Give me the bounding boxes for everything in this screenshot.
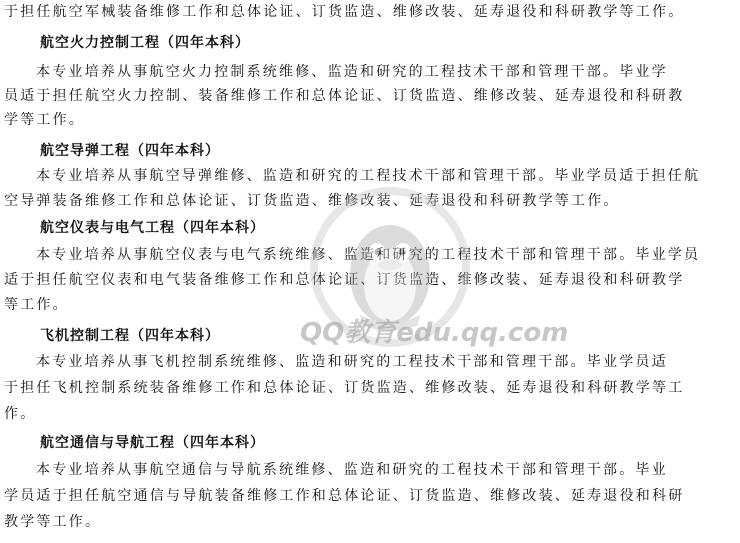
paragraph-line: 员适于担任航空火力控制、装备维修工作和总体论证、订货监造、维修改装、延寿退役和科研教 <box>4 88 685 104</box>
paragraph-line: 本专业培养从事航空火力控制系统维修、监造和研究的工程技术干部和管理干部。毕业学 <box>36 64 668 80</box>
section-heading: 飞机控制工程（四年本科） <box>40 328 220 344</box>
paragraph-line: 本专业培养从事航空仪表与电气系统维修、监造和研究的工程技术干部和管理干部。毕业学员 <box>36 247 701 263</box>
paragraph-line: 本专业培养从事航空导弹维修、监造和研究的工程技术干部和管理干部。毕业学员适于担任航 <box>36 168 701 184</box>
paragraph-line: 等工作。 <box>4 297 69 313</box>
paragraph-line: 于担任飞机控制系统装备维修工作和总体论证、订货监造、维修改装、延寿退役和科研教学等工 <box>4 380 685 396</box>
paragraph-line: 学等工作。 <box>4 112 85 128</box>
paragraph-line: 本专业培养从事航空通信与导航系统维修、监造和研究的工程技术干部和管理干部。毕业 <box>36 462 668 478</box>
section-heading: 航空通信与导航工程（四年本科） <box>40 435 265 451</box>
paragraph-line: 适于担任航空仪表和电气装备维修工作和总体论证、订货监造、维修改装、延寿退役和科研教学 <box>4 272 685 288</box>
paragraph-line: 本专业培养从事飞机控制系统维修、监造和研究的工程技术干部和管理干部。毕业学员适 <box>36 354 668 370</box>
section-heading: 航空仪表与电气工程（四年本科） <box>40 220 265 236</box>
section-heading: 航空火力控制工程（四年本科） <box>40 35 250 51</box>
paragraph-line: 作。 <box>4 406 37 422</box>
paragraph-line: 学员适于担任航空通信与导航装备维修工作和总体论证、订货监造、维修改装、延寿退役和科研 <box>4 488 685 504</box>
paragraph-line: 空导弹装备维修工作和总体论证、订货监造、维修改装、延寿退役和科研教学等工作。 <box>4 193 620 209</box>
paragraph-line: 于担任航空军械装备维修工作和总体论证、订货监造、维修改装、延寿退役和科研教学等工作。 <box>4 4 685 20</box>
paragraph-line: 教学等工作。 <box>4 514 102 530</box>
section-heading: 航空导弹工程（四年本科） <box>40 143 220 159</box>
watermark-text: QQ教育edu.qq.com <box>300 318 569 348</box>
